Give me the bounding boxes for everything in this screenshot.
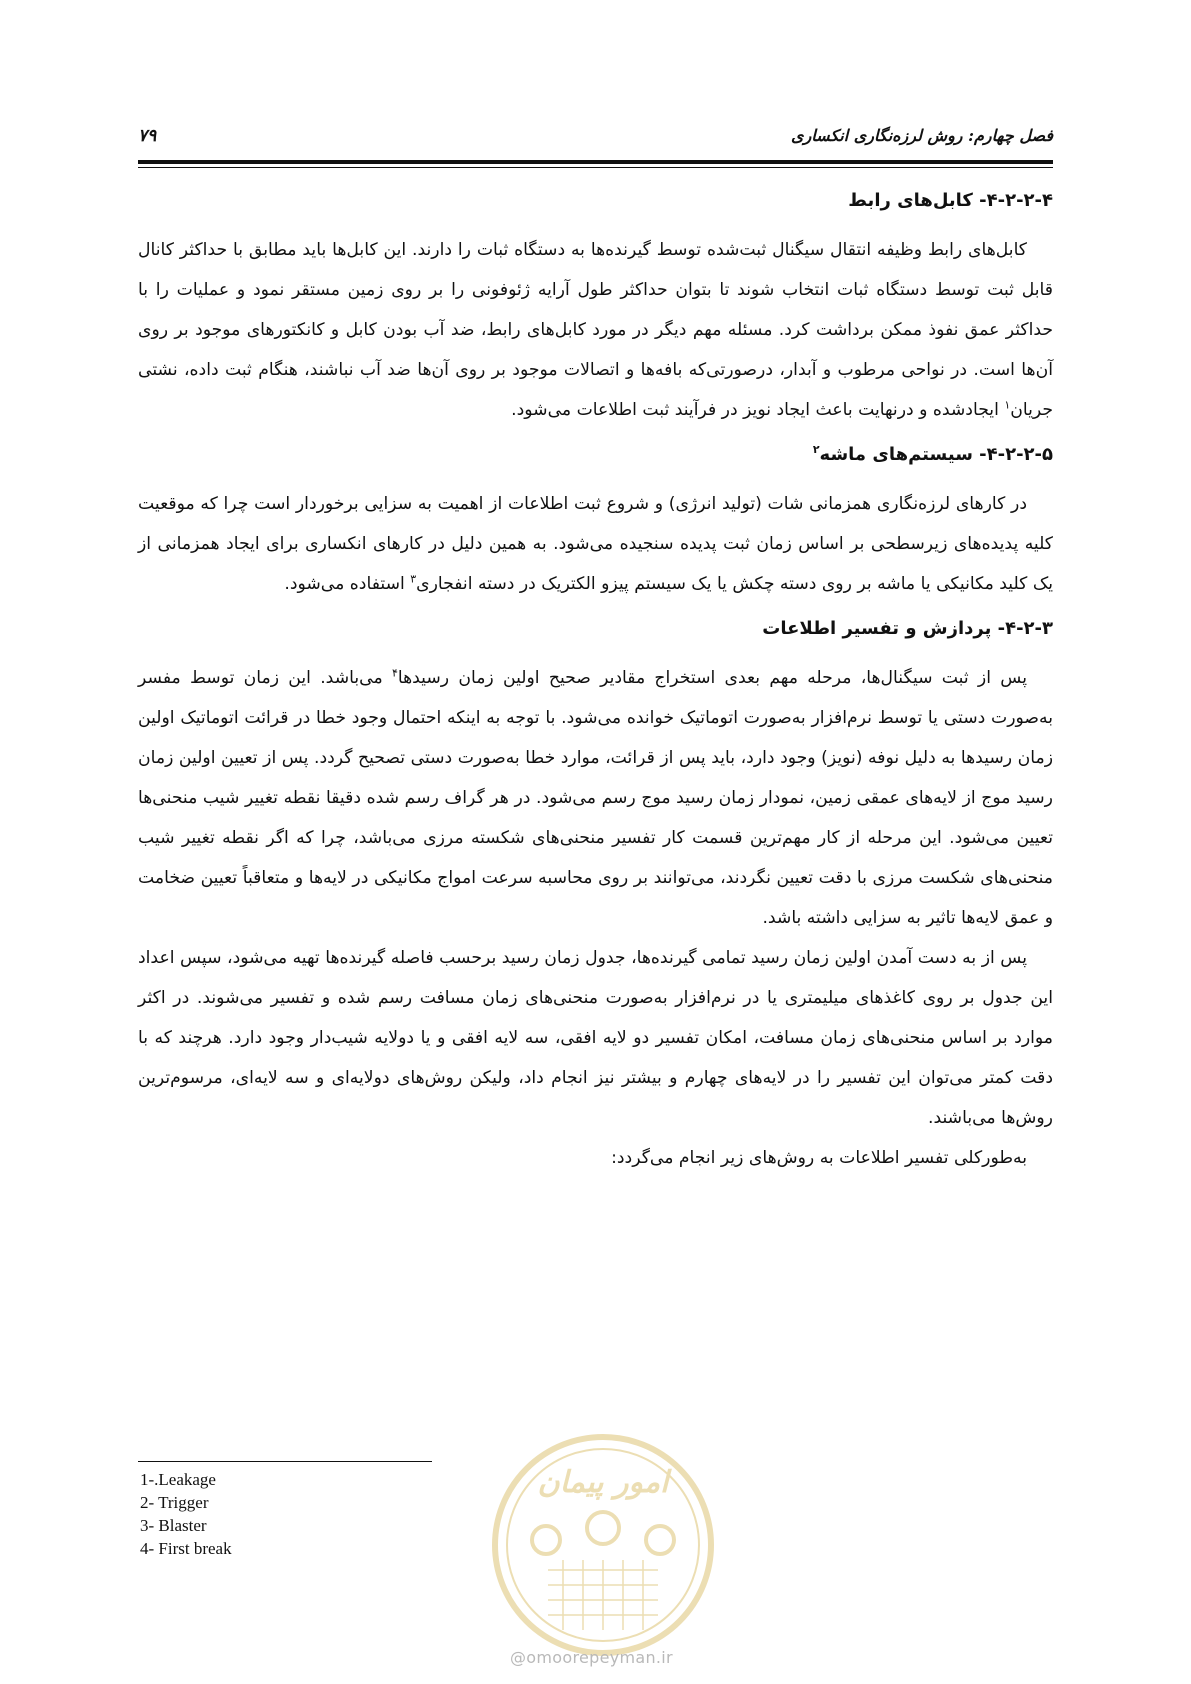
footnote-ref-3: ۳ [410, 572, 417, 586]
section-heading-processing: ۴-۲-۳- پردازش و تفسیر اطلاعات [762, 618, 1053, 639]
footnote-separator [138, 1461, 432, 1462]
paragraph-cables: کابل‌های رابط وظیفه انتقال سیگنال ثبت‌شده توسط گیرنده‌ها به دستگاه ثبات را دارند. این کابل‌ها باید مطابق با حداکثر کانال قابل ثبت توسط دستگاه ثبات انتخاب شوند تا بتوان حداکثر طول آرایه ژئوفونی را بر روی زمین مستقر نمود و عملیات را با حداکثر عمق نفوذ ممکن برداشت کرد. مسئله مهم دیگر در مورد کابل‌های رابط، ضد آب بودن کابل و کانکتورهای موجود بر روی آن‌ها است. در نواحی مرطوب و آبدار، درصورتی‌که بافه‌ها و اتصالات موجود بر روی آن‌ها ضد آب نباشند، هنگام ثبت داده، نشتی جریان$^۱$ ایجادشده و درنهایت باعث ایجاد نویز در فرآیند ثبت اطلاعات می‌شود. [138, 240, 1053, 420]
paragraph-processing-2: پس از به دست آمدن اولین زمان رسید تمامی گیرنده‌ها، جدول زمان رسید برحسب فاصله گیرنده‌ها تهیه می‌شود، سپس اعداد این جدول بر روی کاغذهای میلیمتری یا در نرم‌افزار به‌صورت منحنی‌های زمان مسافت رسم شده و تفسیر می‌شوند. در اکثر موارد بر اساس منحنی‌های زمان مسافت، امکان تفسیر دو لایه افقی، سه لایه افقی و یا دولایه شیب‌دار وجود دارد. هرچند که با دقت کمتر می‌توان این تفسیر را در لایه‌های چهارم و بیشتر نیز انجام داد، ولیکن روش‌های دولایه‌ای و سه لایه‌ای، مرسوم‌ترین روش‌ها می‌باشند. [138, 948, 1053, 1128]
header-rule-thin [138, 167, 1053, 168]
footnote-ref-2: ۲ [812, 443, 820, 456]
header-rule-thick [138, 160, 1053, 164]
page-content [138, 186, 1053, 1178]
watermark-url: @omoorepeyman.ir [510, 1648, 673, 1667]
footnote-ref-4: ۴ [391, 666, 398, 680]
paragraph-trigger: در کارهای لرزه‌نگاری همزمانی شات (تولید انرژی) و شروع ثبت اطلاعات از اهمیت به سزایی برخوردار است چرا که موقعیت کلیه پدیده‌های زیرسطحی بر اساس زمان ثبت پدیده سنجیده می‌شود. به همین دلیل در کارهای انکساری برای ایجاد همزمانی از یک کلید مکانیکی یا ماشه بر روی دسته چکش یا یک سیستم پیزو الکتریک در دسته انفجاری$^۳$ استفاده می‌شود. [138, 494, 1053, 594]
page-number: ۷۹ [138, 126, 157, 146]
chapter-title: فصل چهارم: روش لرزه‌نگاری انکساری [791, 126, 1053, 145]
paragraph-processing-1: پس از ثبت سیگنال‌ها، مرحله مهم بعدی استخراج مقادیر صحیح اولین زمان رسیدها$^۴$ می‌باشد. این زمان توسط مفسر به‌صورت دستی یا توسط نرم‌افزار به‌صورت اتوماتیک خوانده می‌شود. با توجه به اینکه احتمال وجود خطا در قرائت اتوماتیک اولین زمان رسیدها به دلیل نوفه (نویز) وجود دارد، باید پس از قرائت، موارد خطا به‌صورت دستی تصحیح گردد. پس از تعیین اولین زمان رسید موج از لایه‌های عمقی زمین، نمودار زمان رسید موج رسم می‌شود. در هر گراف رسم شده دقیقا نقطه تغییر شیب منحنی‌ها تعیین می‌شود. این مرحله از کار مهم‌ترین قسمت کار تفسیر منحنی‌های شکسته مرزی می‌باشد، چرا که اگر نقطه تغییر شیب منحنی‌های شکست مرزی با دقت تعیین نگردند، می‌توانند بر روی محاسبه سرعت امواج مکانیکی در لایه‌ها و متعاقباً تعیین ضخامت و عمق لایه‌ها تاثیر به سزایی داشته باشد. [138, 666, 1053, 928]
watermark-text: امور پیمان [537, 1465, 669, 1500]
footnote-2: 2- Trigger [140, 1493, 209, 1512]
footnote-4: 4- First break [140, 1539, 232, 1558]
footnote-3: 3- Blaster [140, 1516, 207, 1535]
watermark-logo [478, 1430, 728, 1680]
footnote-ref-1: ۱ [1004, 398, 1011, 412]
section-heading-trigger: ۴-۲-۲-۵- سیستم‌های ماشه$^۲$ [812, 443, 1053, 465]
page-header [138, 120, 1053, 156]
paragraph-processing-3: به‌طورکلی تفسیر اطلاعات به روش‌های زیر انجام می‌گردد: [611, 1148, 1027, 1168]
footnote-1: 1-.Leakage [140, 1470, 216, 1489]
footnotes [140, 1468, 232, 1560]
section-heading-cables: ۴-۲-۲-۴- کابل‌های رابط [848, 190, 1053, 211]
